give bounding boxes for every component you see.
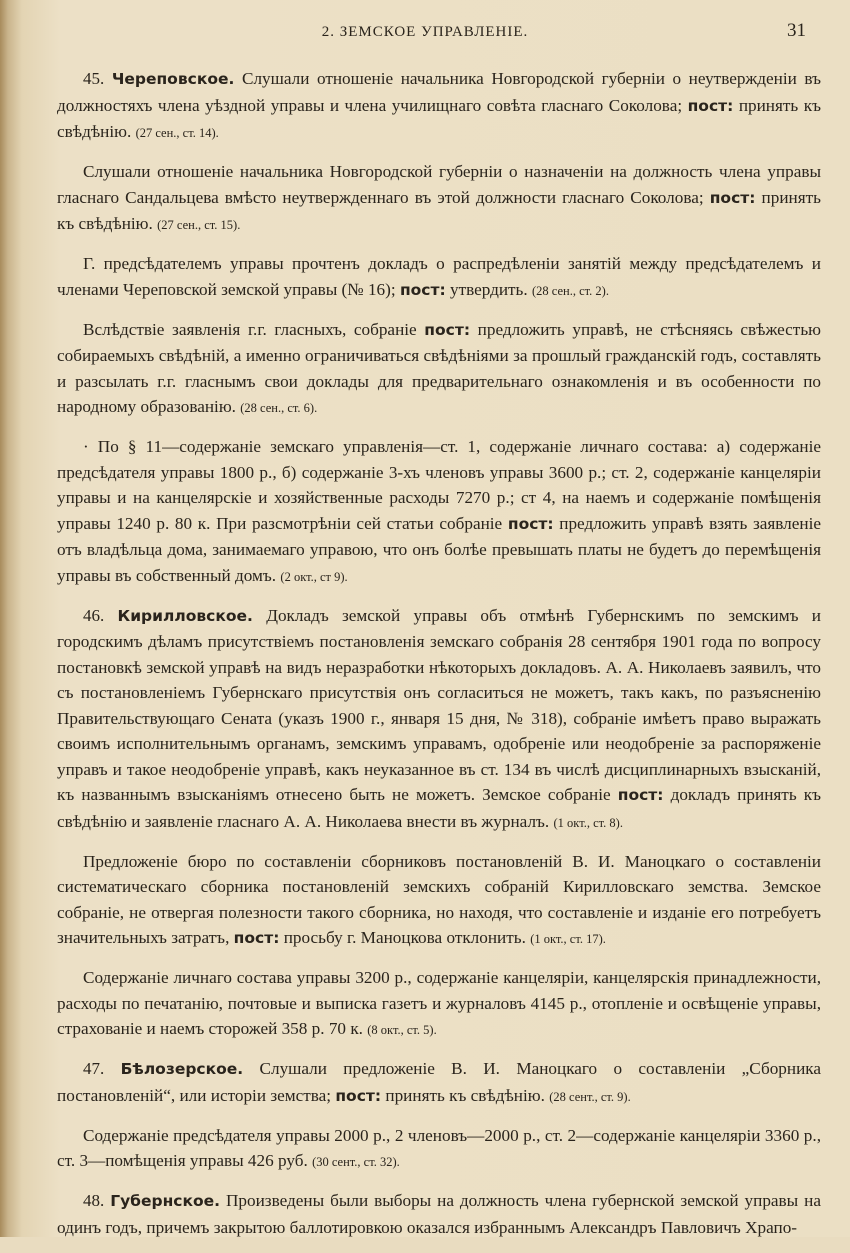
resolution-keyword: пост: (709, 188, 756, 207)
running-title: 2. ЗЕМСКОЕ УПРАВЛЕНIЕ. (321, 24, 529, 40)
session-reference: (1 окт., ст. 8). (553, 815, 623, 830)
paragraph (57, 1123, 821, 1176)
paragraph-46-kirillov (57, 603, 821, 837)
session-reference: (1 окт., ст. 17). (530, 932, 606, 946)
session-reference: (27 сен., ст. 15). (157, 218, 241, 232)
session-reference: (27 сен., ст. 14). (135, 126, 219, 140)
session-reference: (30 сент., ст. 32). (312, 1155, 400, 1169)
resolution-keyword: пост: (424, 320, 471, 339)
paragraph-45-cherepovets (57, 66, 821, 147)
resolution-keyword: пост: (617, 786, 664, 804)
page-header (0, 20, 850, 46)
paragraph-text: принять къ свѣдѣнiю. (381, 1085, 550, 1105)
session-reference: (28 сен., ст. 2). (531, 283, 609, 298)
section-number: 46. (83, 605, 105, 625)
section-number: 47. (83, 1059, 105, 1078)
resolution-keyword: пост: (335, 1086, 382, 1105)
paragraph-text: Вслѣдствiе заявленiя г.г. гласныхъ, собранiе (83, 319, 425, 339)
resolution-keyword: пост: (399, 280, 446, 299)
resolution-keyword: пост: (233, 929, 280, 947)
session-reference: (28 сен., ст. 6). (240, 401, 318, 415)
section-heading: Бѣлозерское. (120, 1060, 244, 1078)
paragraph (57, 317, 821, 422)
paragraph-text: Слушали отношенiе начальника Новгородской губернiи о неутвержденiи въ должностяхъ члена уѣздной управы и члена училищнаго совѣта гласнаго Соколова; (57, 69, 821, 115)
paragraph-text: принять къ свѣдѣнiю. (57, 95, 821, 141)
paragraph-text: Слушали отношенiе начальника Новгородской губернiи о назначенiи на должность члена управы гласнаго Сандальцева вмѣсто неутвержденнаго въ этой должности гласнаго Соколова; (57, 162, 821, 207)
paragraph (57, 159, 821, 239)
paragraph-text: Произведены были выборы на должность члена губернской земской управы на одинъ годъ, причемъ закрытою баллотировкою оказался избраннымъ Александръ Павловичъ Храпо- (57, 1191, 821, 1237)
body-text (57, 66, 821, 1253)
resolution-keyword: пост: (507, 514, 554, 533)
session-reference: (28 сент., ст. 9). (549, 1089, 631, 1104)
page-number: 31 (787, 20, 806, 41)
session-reference: (2 окт., ст 9). (280, 569, 348, 584)
paragraph-text: Содержанiе предсѣдателя управы 2000 р., 2 членовъ—2000 р., ст. 2—содержанiе канцеляріи 3360 р., ст. 3—помѣщенiя управы 426 руб. (57, 1125, 821, 1170)
paragraph-text: Слушали предложенiе В. И. Маноцкаго о составленiи „Сборника постановленiй“, или исторiи земства; (57, 1059, 821, 1105)
paragraph (57, 849, 821, 953)
paragraph-text: · По § 11—содержанiе земскаго управленiя—ст. 1, содержанiе личнаго состава: а) содержанiе предсѣдателя управы 1800 р., б) содержанiе 3-хъ членовъ управы 3600 р.; ст. 2, содержанiе канцеляріи управы и на канцелярскiе и хозяйственные расходы 7270 р.; ст 4, на наемъ и содержанiе помѣщенiя управы 1240 р. 80 к. При разсмотрѣнiи сей статьи собранiе (57, 437, 821, 533)
section-heading: Кирилловское. (117, 606, 253, 625)
section-heading: Череповское. (111, 70, 235, 88)
section-number: 45. (83, 69, 105, 88)
section-number: 48. (83, 1191, 105, 1210)
paragraph-text: предложить управѣ, не стѣсняясь свѣжестью собираемыхъ свѣдѣнiй, а именно ограничиваться свѣдѣнiями за прошлый гражданскiй годъ, составлять и разсылать г.г. гласнымъ свои доклады для предварительнаго ознакомленiя и въ особенности по народному образованiю. (57, 319, 821, 416)
paragraph (57, 251, 821, 304)
paragraph-text: просьбу г. Маноцкова отклонить. (279, 928, 531, 947)
paragraph-text: Докладъ земской управы объ отмѣнѣ Губернскимъ по земскимъ и городскимъ дѣламъ присутствiемъ постановленiя земскаго собранiя 28 сентября 1901 года по вопросу постановкѣ земской управѣ на видъ неразработки нѣкоторыхъ докладовъ. А. А. Николаевъ заявилъ, что съ постановленiемъ Губернскаго присутствiя онъ согласиться не можетъ, такъ какъ, по разъясненiю Правительствующаго Сената (указъ 1900 г., января 15 дня, № 318), собранiе имѣетъ право выражать своимъ исполнительнымъ органамъ, земскимъ управамъ, одобренiе или неодобренiе за распоряженiе управъ и такое неодобренiе управѣ, какъ неуказанное въ ст. 134 въ числѣ дисциплинарныхъ взысканiй, къ названнымъ взысканiямъ отнесено быть не можетъ. Земское собранiе (57, 605, 821, 804)
paragraph-text: Г. предсѣдателемъ управы прочтенъ докладъ о распредѣленiи занятiй между предсѣдателемъ и членами Череповской земской управы (№ 16); (57, 254, 821, 299)
paragraph (57, 434, 821, 590)
paragraph-48-gubernskoe (57, 1188, 821, 1240)
paragraph-text: принять къ свѣдѣнiю. (57, 187, 821, 233)
paragraph-text: утвердить. (445, 279, 532, 299)
resolution-keyword: пост: (687, 96, 734, 115)
paragraph-text: Предложенiе бюро по составленiи сборниковъ постановленiй В. И. Маноцкаго о составленiи систематическаго сборника постановленiй земскихъ собранiй Кирилловскаго земства. Земское собранiе, не отвергая полезности такого сборника, но находя, что составленiе и изданiе его потребуетъ значительныхъ затратъ, (57, 851, 821, 947)
paragraph (57, 965, 821, 1044)
section-heading: Губернское. (110, 1192, 221, 1210)
session-reference: (8 окт., ст. 5). (367, 1023, 437, 1037)
paragraph-text: предложить управѣ взять заявленiе отъ владѣльца дома, занимаемаго управою, что онъ болѣе превышать платы не будетъ до перемѣщенiя управы въ собственный домъ. (57, 513, 821, 585)
paragraph-text: докладъ принять къ свѣдѣнiю и заявленiе гласнаго А. А. Николаева внести въ журналъ. (57, 785, 821, 831)
paragraph-text: Содержанiе личнаго состава управы 3200 р., содержанiе канцеляріи, канцелярскiя принадлежности, расходы по печатанiю, почтовые и выписка газетъ и журналовъ 4145 р., отопленiе и освѣщенiе управы, страхованiе и наемъ сторожей 358 р. 70 к. (57, 968, 821, 1038)
paragraph-47-belozersk (57, 1056, 821, 1110)
